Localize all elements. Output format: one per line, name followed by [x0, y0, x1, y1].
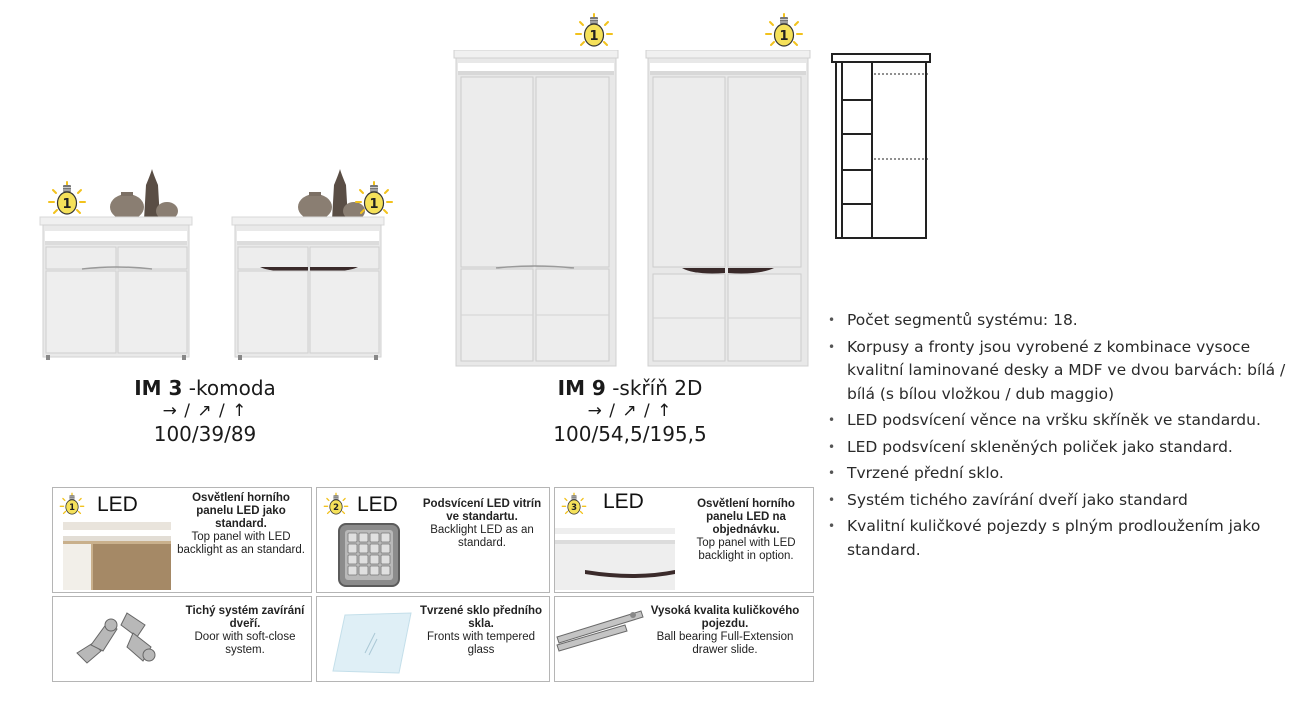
- feature-text-en: Top panel with LED backlight in option.: [696, 537, 796, 562]
- dimension-arrows: → / ↗ / ↑: [162, 401, 248, 421]
- feature-title-cz: Tvrzené sklo předního skla.: [419, 605, 543, 630]
- feature-text: [417, 605, 545, 657]
- feature-text: [417, 498, 547, 550]
- product-caption-im3: [110, 376, 300, 446]
- led-label: LED: [357, 493, 398, 516]
- feature-box-tempered-glass: [316, 596, 550, 682]
- bulb-icon-wardrobe-1: [574, 12, 614, 52]
- bulb-icon-wardrobe-2: [764, 12, 804, 52]
- led-panel-photo: [337, 522, 401, 588]
- feature-bullet-list: [823, 309, 1303, 565]
- bulb-badge-icon: [561, 492, 587, 518]
- bullet-item: • LED podsvícení věnce na vršku skříněk ve standardu.: [823, 409, 1303, 433]
- product-title: [110, 376, 300, 400]
- feature-text-en: Fronts with tempered glass: [426, 631, 535, 656]
- product-name: -komoda: [182, 376, 276, 400]
- dimension-arrows: → / ↗ / ↑: [587, 401, 673, 421]
- bulb-number: 1: [369, 197, 379, 212]
- bulb-number: 1: [589, 29, 599, 44]
- feature-title-cz: Osvětlení horního panelu LED na objednávku.: [697, 498, 795, 536]
- bulb-number: 1: [62, 197, 72, 212]
- bulb-icon-chest-1: [47, 180, 87, 220]
- feature-text-en: Top panel with LED backlight as an standard.: [177, 531, 305, 556]
- product-caption-im9: [530, 376, 730, 446]
- feature-text: [639, 605, 811, 657]
- led-label: LED: [97, 493, 138, 516]
- top-panel-led-photo: [63, 522, 171, 590]
- feature-title-cz: Podsvícení LED vitrín ve standartu.: [422, 498, 542, 523]
- product-code: IM 9: [557, 376, 606, 400]
- bullet-item: • Systém tichého zavírání dveří jako standard: [823, 489, 1303, 513]
- bullet-item: • Počet segmentů systému: 18.: [823, 309, 1303, 333]
- feature-text: [681, 498, 811, 563]
- feature-box-led-showcase: [316, 487, 550, 593]
- feature-box-drawer-slide: [554, 596, 814, 682]
- bulb-number: 1: [779, 29, 789, 44]
- feature-text-en: Ball bearing Full-Extension drawer slide.: [656, 631, 794, 656]
- feature-box-led-option: [554, 487, 814, 593]
- product-title: [530, 376, 730, 400]
- wardrobe-im9-open-handles-image: [452, 50, 622, 370]
- feature-text-en: Door with soft-close system.: [194, 631, 296, 656]
- feature-title-cz: Tichý systém zavírání dveří.: [185, 605, 305, 630]
- feature-box-soft-close: [52, 596, 312, 682]
- bullet-item: • LED podsvícení skleněných poliček jako standard.: [823, 436, 1303, 460]
- bulb-badge-icon: [59, 492, 85, 518]
- badge-number: 1: [69, 502, 75, 513]
- product-dimensions: 100/39/89: [153, 422, 257, 446]
- top-panel-option-photo: [555, 528, 675, 590]
- glass-pane-icon: [331, 609, 413, 675]
- wardrobe-im9-dark-handles-image: [644, 50, 814, 370]
- badge-number: 2: [333, 502, 339, 513]
- feature-text: [181, 605, 309, 657]
- bulb-badge-icon: [323, 492, 349, 518]
- bullet-item: • Kvalitní kuličkové pojezdy s plným prodloužením jako standard.: [823, 515, 1303, 562]
- product-dimensions: 100/54,5/195,5: [553, 422, 707, 446]
- feature-box-led-top-panel: [52, 487, 312, 593]
- badge-number: 3: [571, 502, 577, 513]
- drawer-slide-icon: [555, 607, 645, 657]
- led-label: LED: [603, 490, 644, 513]
- wardrobe-interior-schematic: [830, 52, 935, 242]
- feature-title-cz: Vysoká kvalita kuličkového pojezdu.: [650, 605, 800, 630]
- hinge-icon: [67, 603, 177, 677]
- bullet-item: • Tvrzené přední sklo.: [823, 462, 1303, 486]
- product-name: -skříň 2D: [605, 376, 703, 400]
- feature-title-cz: Osvětlení horního panelu LED jako standard.: [192, 492, 290, 530]
- bullet-item: • Korpusy a fronty jsou vyrobené z kombinace vysoce kvalitní laminované desky a MDF ve dvou barvách: bílá / bílá (s bílou vložkou / dub maggio): [823, 336, 1303, 407]
- product-code: IM 3: [134, 376, 183, 400]
- feature-text: [173, 492, 309, 557]
- feature-text-en: Backlight LED as an standard.: [430, 524, 534, 549]
- bulb-icon-chest-2: [354, 180, 394, 220]
